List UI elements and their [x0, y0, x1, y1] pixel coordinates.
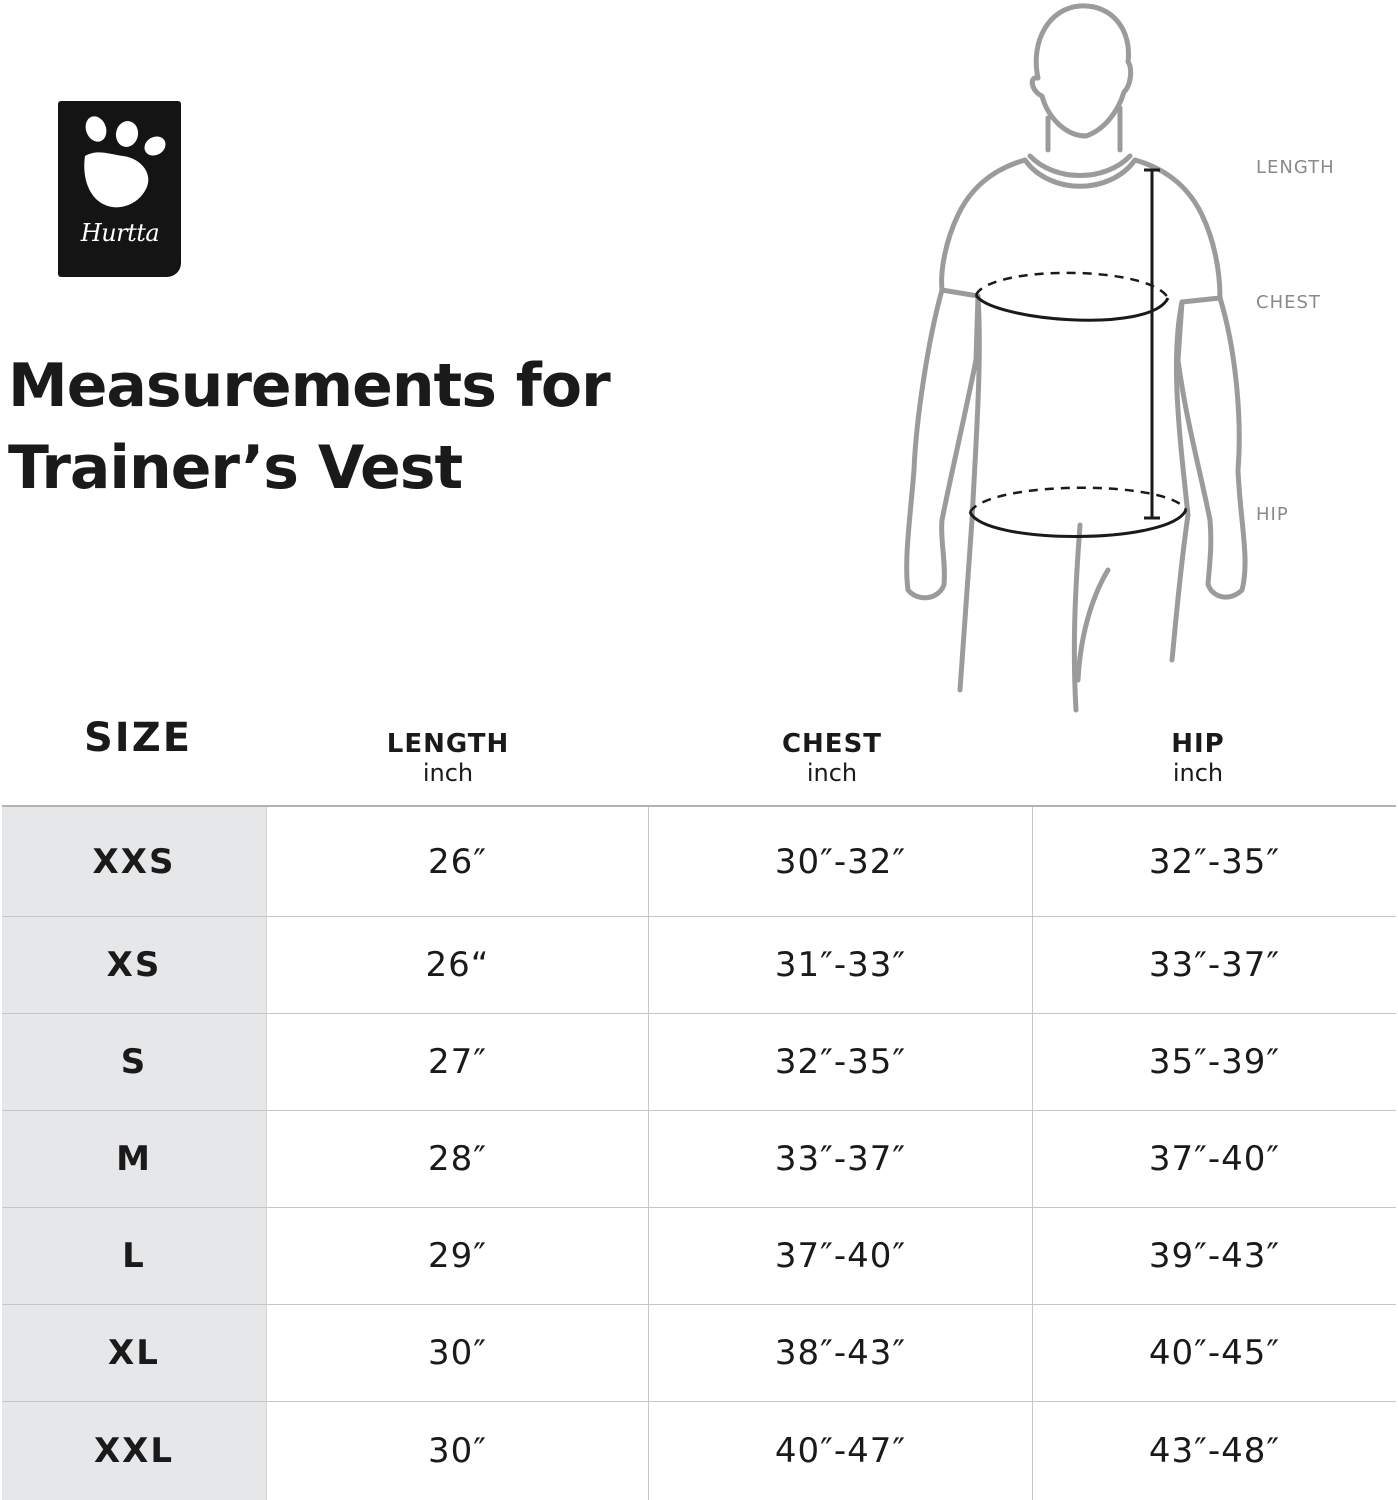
length-cell: 26“: [267, 917, 649, 1013]
length-cell: 26″: [267, 807, 649, 916]
chest-cell: 31″-33″: [649, 917, 1033, 1013]
chest-column-header: [734, 729, 930, 787]
hip-cell: 43″-48″: [1148, 1431, 1281, 1471]
hip-cell: 33″-37″: [1148, 945, 1281, 985]
size-cell: XXL: [2, 1402, 267, 1500]
table-row: [2, 1305, 1396, 1402]
column-unit: inch: [422, 759, 474, 787]
column-name: LENGTH: [386, 729, 510, 759]
page-title: [8, 345, 610, 509]
column-unit: inch: [806, 759, 858, 787]
length-cell: 29″: [267, 1208, 649, 1304]
size-cell: XS: [2, 917, 267, 1013]
chest-cell: 38″-43″: [649, 1305, 1033, 1401]
brand-logo: [58, 101, 181, 277]
hip-cell: 35″-39″: [1148, 1042, 1281, 1082]
length-cell: 28″: [267, 1111, 649, 1207]
title-line-2: Trainer’s Vest: [8, 433, 463, 503]
column-name: HIP: [1171, 729, 1225, 759]
table-row: [2, 917, 1396, 1014]
length-column-header: [350, 729, 546, 787]
paw-print-icon: [58, 101, 181, 277]
hip-cell: 40″-45″: [1148, 1333, 1281, 1373]
size-cell: M: [2, 1111, 267, 1207]
size-cell: XL: [2, 1305, 267, 1401]
size-table: [2, 805, 1396, 1500]
body-measurement-figure: [880, 0, 1280, 720]
size-cell: XXS: [2, 807, 267, 916]
table-row: [2, 1014, 1396, 1111]
table-row: [2, 1402, 1396, 1500]
chest-cell: 33″-37″: [649, 1111, 1033, 1207]
length-cell: 27″: [267, 1014, 649, 1110]
size-cell: L: [2, 1208, 267, 1304]
table-row: [2, 1208, 1396, 1305]
hip-column-header: [1100, 729, 1296, 787]
table-row: [2, 1111, 1396, 1208]
figure-label-length: LENGTH: [1256, 157, 1335, 178]
size-column-header: SIZE: [84, 715, 193, 761]
hip-cell: 37″-40″: [1148, 1139, 1281, 1179]
hip-cell: 32″-35″: [1148, 841, 1281, 882]
size-cell: S: [2, 1014, 267, 1110]
figure-label-chest: CHEST: [1256, 292, 1321, 313]
chest-cell: 40″-47″: [649, 1402, 1033, 1500]
column-name: CHEST: [781, 729, 883, 759]
length-cell: 30″: [267, 1402, 649, 1500]
hip-cell: 39″-43″: [1148, 1236, 1281, 1276]
chest-cell: 37″-40″: [649, 1208, 1033, 1304]
title-line-1: Measurements for: [8, 351, 610, 421]
chest-cell: 32″-35″: [649, 1014, 1033, 1110]
table-row: [2, 807, 1396, 917]
figure-label-hip: HIP: [1256, 504, 1289, 525]
length-cell: 30″: [267, 1305, 649, 1401]
column-unit: inch: [1172, 759, 1224, 787]
brand-wordmark: Hurtta: [80, 219, 160, 247]
chest-cell: 30″-32″: [649, 807, 1033, 916]
